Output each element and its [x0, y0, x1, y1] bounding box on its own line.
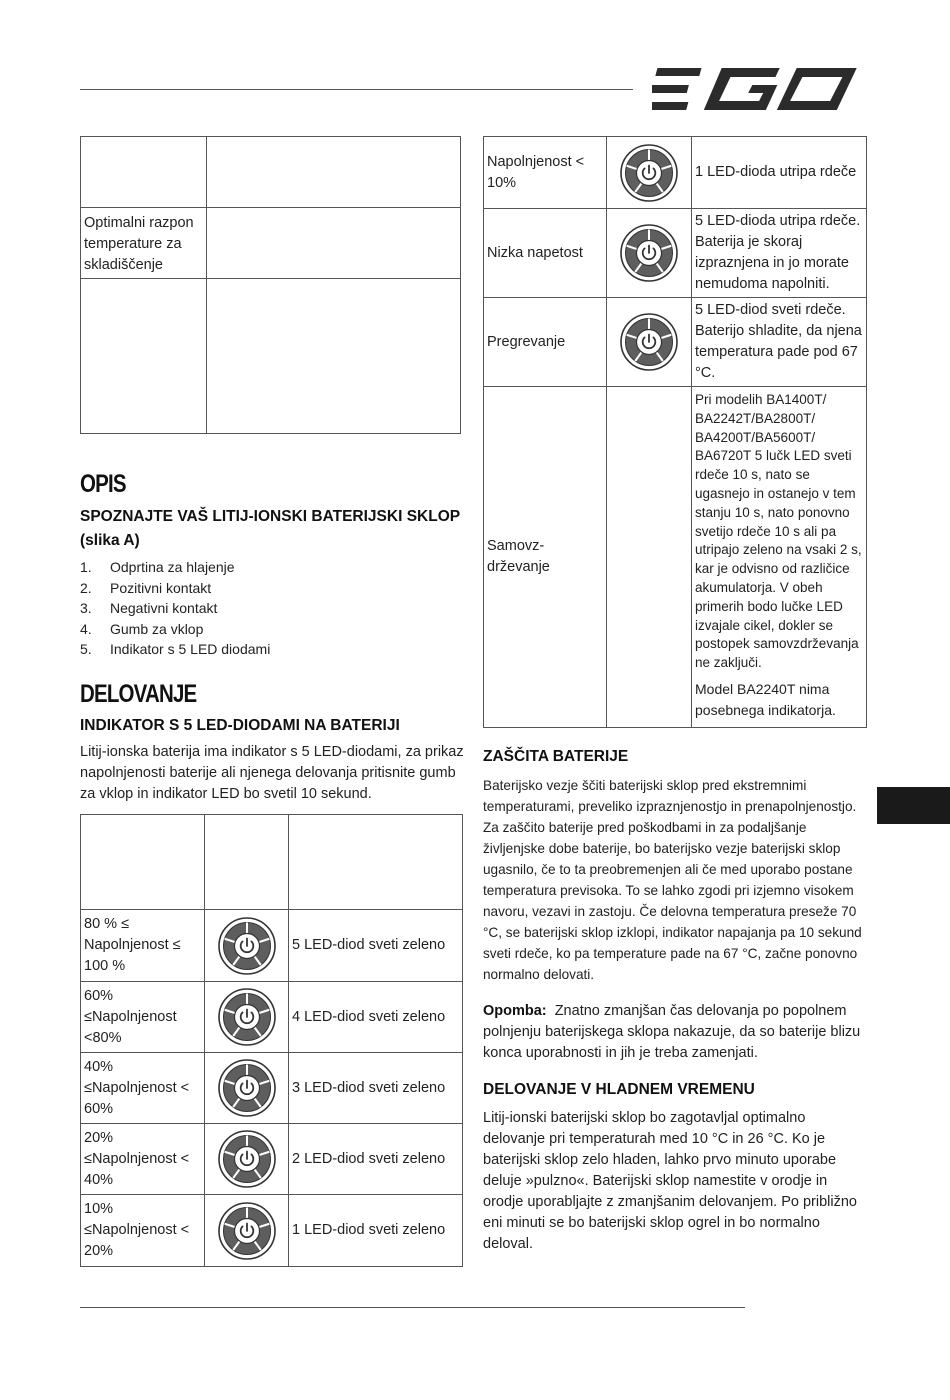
list-item: 4. Gumb za vklop: [80, 620, 204, 637]
table-row: [81, 1195, 463, 1267]
delovanje-heading: DELOVANJE: [80, 680, 197, 708]
zascita-body: Baterijsko vezje ščiti baterijski sklop pred ekstremnimi temperaturami, preveliko izpraznjenostjo in prenapolnjenostjo. Za zaščito baterije pred poškodbami in za podaljšanje življenjske dobe baterije, bo baterijsko vezje baterijski sklop ugasnilo, če to ta preobremenjen ali če med uporabo postane temperatura previsoka. To se lahko zgodi pri izjemno visokem navoru, vezavi in zastoju. Če delovna temperatura preseže 70 °C, se baterijski sklop izklopi, indikator napajanja pa 10 sekund sveti rdeče, ko pa temperature pade na 67 °C, začne ponovno normalno delovati.: [483, 778, 862, 982]
led-description: 1 LED-diod sveti zeleno: [289, 1195, 463, 1267]
opis-subheading: SPOZNAJTE VAŠ LITIJ-IONSKI BATERIJSKI SKLOP (slika A): [80, 508, 460, 549]
led-description: 5 LED-dioda utripa rdeče. Baterija je skoraj izpraznjena in jo morate nemudoma napolniti.: [692, 209, 867, 298]
empty-icon-cell: [607, 387, 692, 728]
storage-value: [207, 208, 461, 279]
table-row: [81, 1053, 463, 1124]
led-description: Pri modelih BA1400T/ BA2242T/BA2800T/ BA4200T/BA5600T/ BA6720T 5 lučk LED sveti rdeče 10 s, nato se ugasnejo in ostanejo v tem stanju 10 s, nato ponovno svetijo rdeče 10 s ali pa utripajo zeleno na vsaki 2 s, kar je odvisno od različice akumulatorja. V obeh primerih bodo lučke LED izvajale cikel, dokler se postopek samovzdrževanja ne zaključi.: [695, 392, 862, 671]
list-item: 1. Odprtina za hlajenje: [80, 559, 235, 575]
led-description: 5 LED-diod sveti zeleno: [289, 910, 463, 982]
delovanje-subheading: INDIKATOR S 5 LED-DIODAMI NA BATERIJI: [80, 717, 400, 734]
table-row: [484, 137, 867, 209]
table-row: [81, 910, 463, 982]
table-row: [484, 387, 867, 728]
list-item: 5. Indikator s 5 LED diodami: [80, 641, 271, 657]
led-description: 4 LED-diod sveti zeleno: [289, 982, 463, 1053]
power-button-icon: [217, 1129, 277, 1189]
led-description: 2 LED-diod sveti zeleno: [289, 1124, 463, 1195]
power-button-icon: [217, 916, 277, 976]
power-button-icon: [217, 1201, 277, 1261]
power-button-icon: [619, 312, 679, 372]
table-row: [81, 1124, 463, 1195]
storage-table: [80, 136, 461, 434]
led-description: 3 LED-diod sveti zeleno: [289, 1053, 463, 1124]
note-text: Znatno zmanjšan čas delovanja po popolnem polnjenju baterijskega sklopa nakazuje, da so baterije blizu konca uporabnosti in jih je treba zamenjati.: [483, 1003, 861, 1061]
led-description: 5 LED-diod sveti rdeče. Baterijo shladite, da njena temperatura pade pod 67 °C.: [692, 298, 867, 387]
parts-list: [80, 557, 460, 660]
table-row: [484, 209, 867, 298]
storage-value: [207, 279, 461, 434]
language-tab: [877, 787, 950, 824]
led-description-note: Model BA2240T nima posebnega indikatorja.: [695, 680, 836, 718]
led-indicator-table: [80, 814, 463, 1267]
zascita-note: [483, 1001, 868, 1064]
zascita-heading: ZAŠČITA BATERIJE: [483, 748, 629, 765]
charge-state: Samovz-drževanje: [484, 387, 607, 728]
footer-rule: [80, 1307, 745, 1308]
list-item: 2. Pozitivni kontakt: [80, 579, 212, 596]
list-item: 3. Negativni kontakt: [80, 600, 218, 616]
hladno-body: Litij-ionski baterijski sklop bo zagotavljal optimalno delovanje pri temperaturah med 10 °C in 26 °C. Ko je baterijski sklop zelo hladen, lahko prvo minuto uporabe deluje »pulzno«. Baterijski sklop namestite v orodje in orodje uporabljajte z zmanjšanim delovanjem. Po približno eni minuti se bo baterijski sklop ogrel in bo normalno deloval.: [483, 1110, 857, 1252]
header-cell: [205, 815, 289, 910]
header-cell: [81, 815, 205, 910]
charge-state: Pregrevanje: [484, 298, 607, 387]
led-description: 1 LED-dioda utripa rdeče: [692, 137, 867, 209]
table-row: [81, 208, 461, 279]
delovanje-intro: Litij-ionska baterija ima indikator s 5 LED-diodami, za prikaz napolnjenosti baterije ali njenega delovanja pritisnite gumb za vklop in indikator LED bo svetil 10 sekund.: [80, 744, 464, 802]
table-row: [484, 298, 867, 387]
table-row: [81, 137, 461, 208]
opis-heading: OPIS: [80, 470, 126, 498]
storage-label: Optimalni razpon temperature za skladiščenje: [81, 208, 207, 279]
storage-label: [81, 137, 207, 208]
table-row: [81, 279, 461, 434]
power-button-icon: [217, 1058, 277, 1118]
ego-logo: [652, 66, 862, 112]
charge-state: 80 % ≤ Napolnjenost ≤ 100 %: [81, 910, 205, 982]
note-label: Opomba:: [483, 1003, 547, 1019]
power-button-icon: [217, 987, 277, 1047]
power-button-icon: [619, 223, 679, 283]
storage-value: [207, 137, 461, 208]
table-row: [81, 982, 463, 1053]
hladno-heading: DELOVANJE V HLADNEM VREMENU: [483, 1081, 755, 1098]
header-cell: [289, 815, 463, 910]
charge-state: Napolnjenost < 10%: [484, 137, 607, 209]
storage-label: [81, 279, 207, 434]
header-rule: [80, 89, 633, 90]
charge-state: Nizka napetost: [484, 209, 607, 298]
power-button-icon: [619, 143, 679, 203]
charge-state: 20% ≤Napolnjenost < 40%: [81, 1124, 205, 1195]
charge-state: 60% ≤Napolnjenost <80%: [81, 982, 205, 1053]
led-warning-table: [483, 136, 867, 728]
table-row: [81, 815, 463, 910]
charge-state: 40% ≤Napolnjenost < 60%: [81, 1053, 205, 1124]
charge-state: 10% ≤Napolnjenost < 20%: [81, 1195, 205, 1267]
